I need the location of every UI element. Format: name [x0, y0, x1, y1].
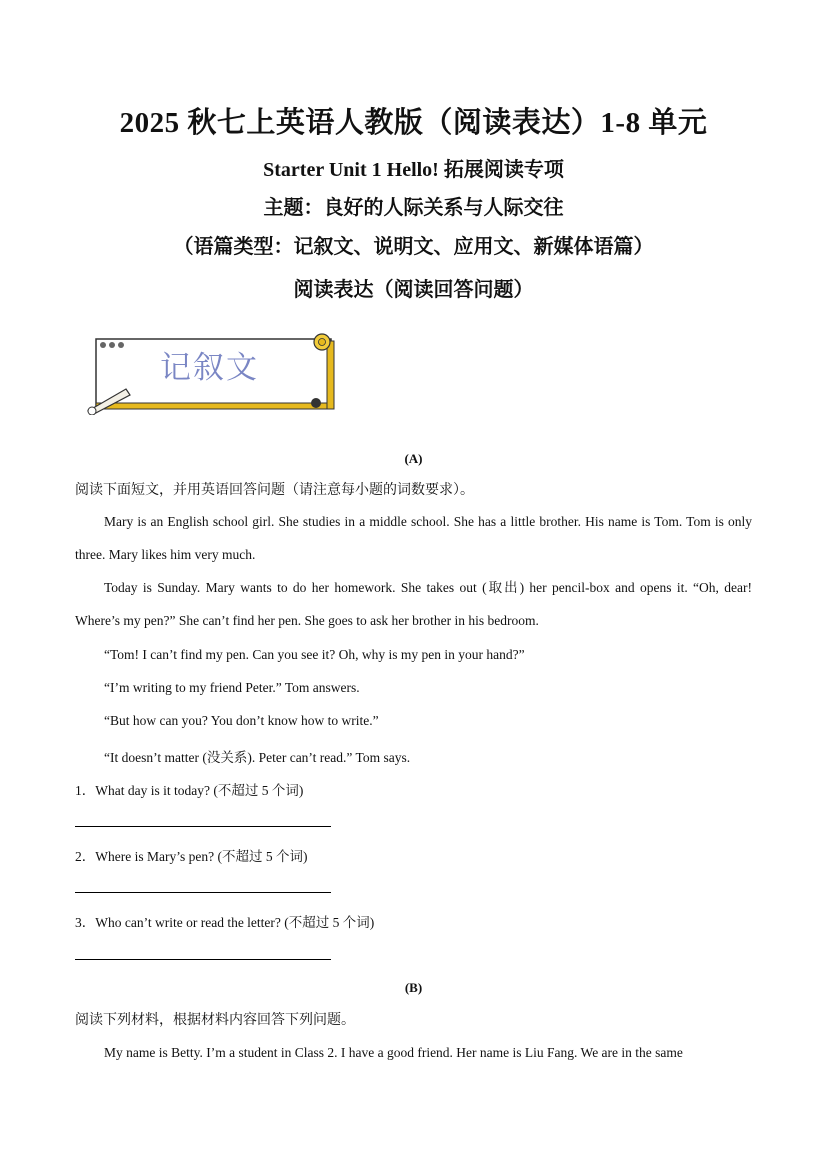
section-a-label: (A): [404, 451, 423, 466]
question-2: 2．Where is Mary’s pen? (不超过 5 个词): [75, 849, 308, 864]
section-a-paragraph-2: Today is Sunday. Mary wants to do her homework. She takes out (取出) her pencil-box and opens it. “Oh, dear! Where’s my pen?” She can’t find her pen. She goes to ask her brother in his bedroom.: [75, 580, 752, 628]
text-types-line: （语篇类型：记叙文、说明文、应用文、新媒体语篇）: [173, 236, 654, 258]
page-title: 2025 秋七上英语人教版（阅读表达）1-8 单元: [119, 107, 708, 139]
answer-line-2[interactable]: [75, 892, 331, 893]
answer-line-1[interactable]: [75, 826, 331, 827]
unit-subtitle: Starter Unit 1 Hello! 拓展阅读专项: [263, 159, 564, 181]
section-b-label: (B): [404, 980, 423, 995]
dialogue-line: “But how can you? You don’t know how to write.”: [104, 713, 379, 728]
section-b-paragraph-1: My name is Betty. I’m a student in Class 2. I have a good friend. Her name is Liu Fang. We are in the same: [104, 1045, 683, 1060]
question-3: 3．Who can’t write or read the letter? (不超过 5 个词): [75, 915, 375, 930]
theme-line: 主题：良好的人际关系与人际交往: [263, 197, 564, 219]
dialogue-line: “Tom! I can’t find my pen. Can you see it? Oh, why is my pen in your hand?”: [104, 647, 525, 662]
section-a-instruction: 阅读下面短文，并用英语回答问题（请注意每小题的词数要求）。: [75, 482, 474, 498]
section-b-instruction: 阅读下列材料，根据材料内容回答下列问题。: [75, 1012, 355, 1028]
dialogue-line: “I’m writing to my friend Peter.” Tom answers.: [104, 680, 360, 695]
section-heading: 阅读表达（阅读回答问题）: [293, 279, 534, 301]
answer-line-3[interactable]: [75, 959, 331, 960]
section-a-paragraph-1: Mary is an English school girl. She studies in a middle school. She has a little brother. His name is Tom. Tom is only three. Mary likes him very much.: [75, 514, 752, 562]
banner-label: 记叙文: [160, 350, 259, 386]
question-1: 1．What day is it today? (不超过 5 个词): [75, 783, 304, 798]
dialogue-line: “It doesn’t matter (没关系). Peter can’t read.” Tom says.: [104, 750, 411, 765]
